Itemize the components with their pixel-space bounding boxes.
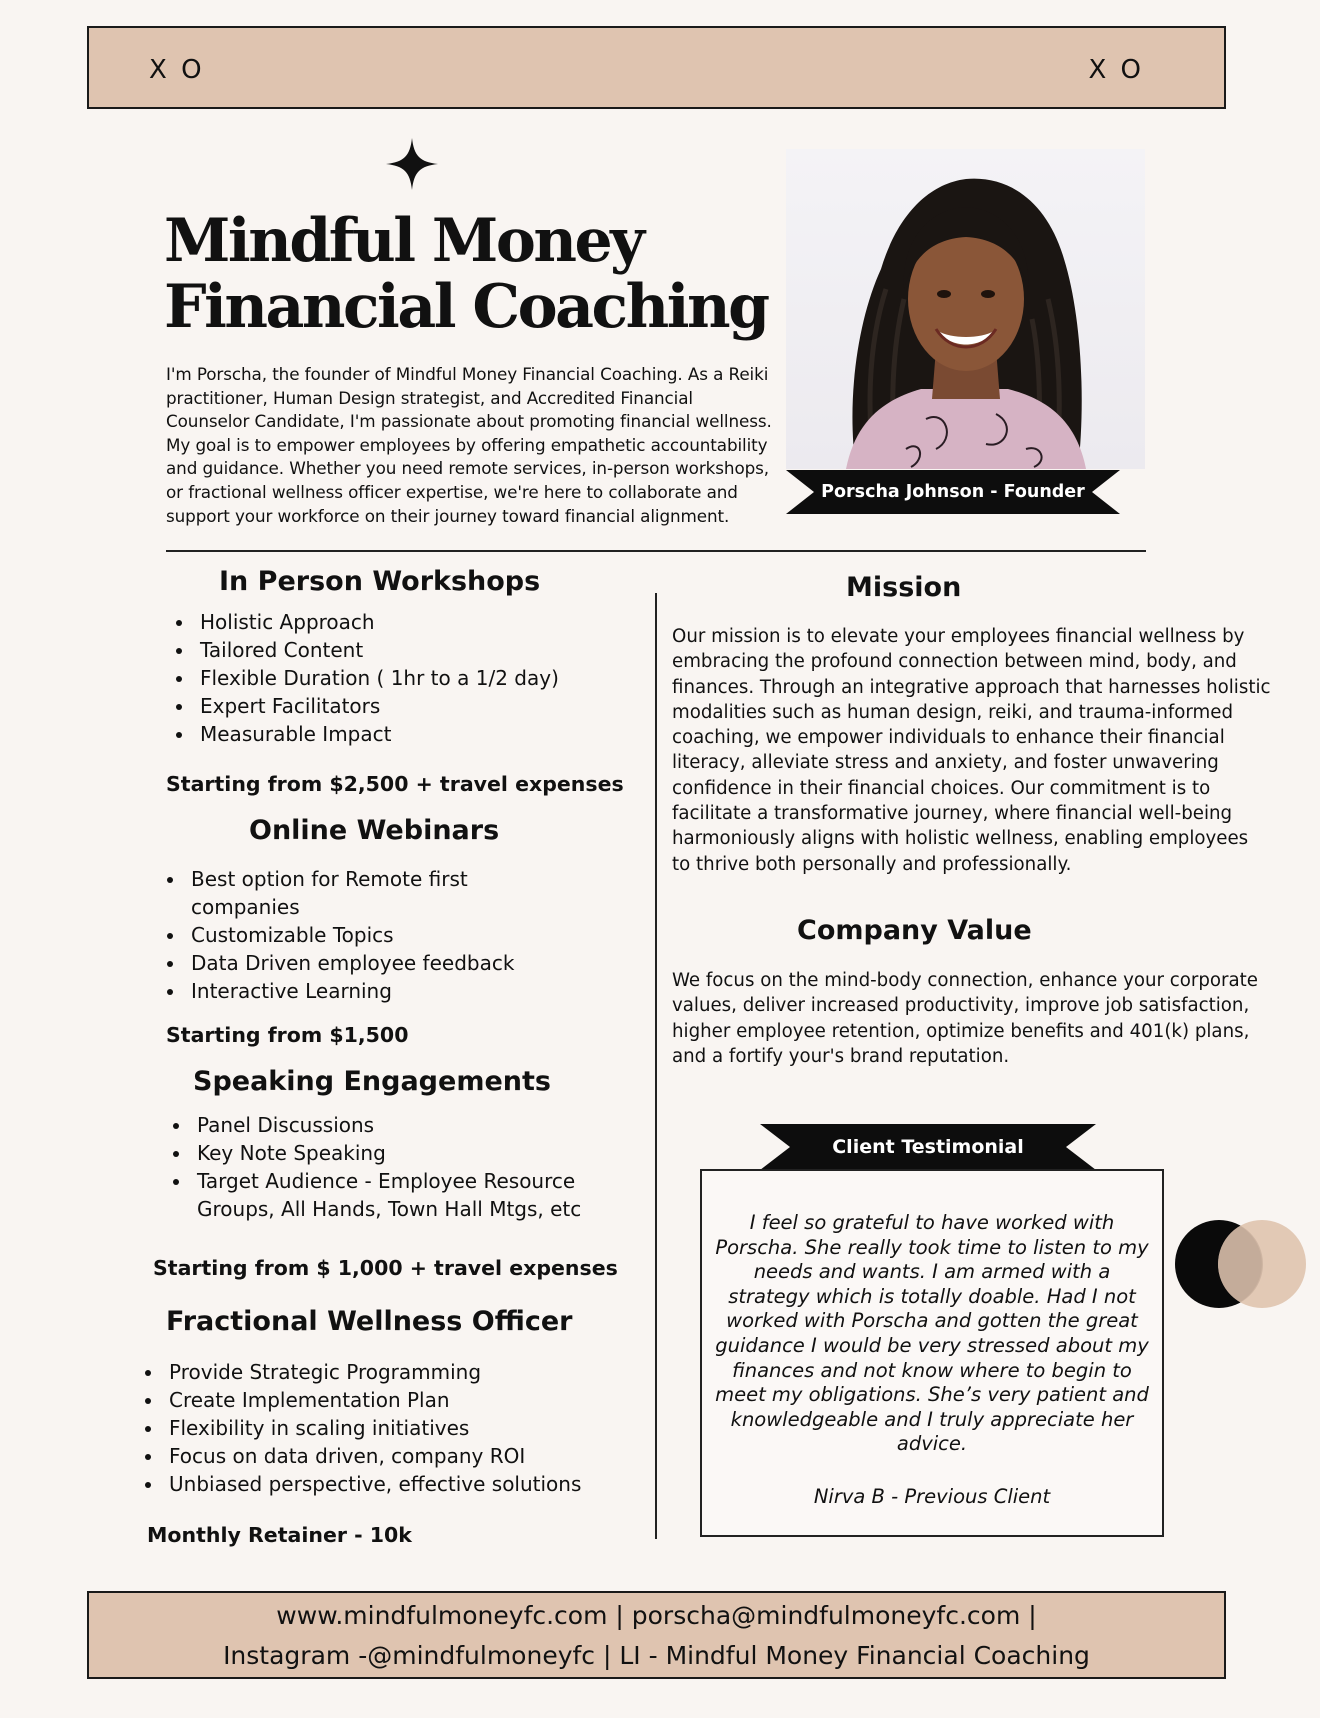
list-item: Interactive Learning <box>157 977 517 1005</box>
sparkle-icon <box>386 138 438 190</box>
webinars-list <box>157 865 517 1005</box>
list-item: Expert Facilitators <box>166 692 606 720</box>
speaking-heading: Speaking Engagements <box>193 1066 551 1097</box>
list-item: Flexibility in scaling initiatives <box>135 1414 635 1442</box>
testimonial-quote: I feel so grateful to have worked with Porscha. She really took time to listen to my needs and wants. I am armed with a strategy which is totally doable. Had I not worked with Porscha and gotten the great guidance I would be very stressed about my finances and not know where to begin to meet my obligations. She’s very patient and knowledgeable and I truly appreciate her advice. <box>715 1211 1149 1456</box>
webinars-price: Starting from $1,500 <box>166 1023 409 1047</box>
list-item: Tailored Content <box>166 636 606 664</box>
speaking-price: Starting from $ 1,000 + travel expenses <box>153 1256 618 1280</box>
mission-text: Our mission is to elevate your employees financial wellness by embracing the profound connection between mind, body, and finances. Through an integrative approach that harnesses holistic modalities such as human design, reiki, and trauma-informed coaching, we empower individuals to enhance their financial literacy, alleviate stress and anxiety, and foster unwavering confidence in their financial choices. Our commitment is to facilitate a transformative journey, where financial well-being harmoniously aligns with holistic wellness, enabling employees to thrive both personally and professionally. <box>672 626 1271 875</box>
xo-right: X O <box>1088 55 1144 85</box>
workshops-list <box>166 608 606 748</box>
workshops-heading: In Person Workshops <box>219 566 541 597</box>
founder-caption: Porscha Johnson - Founder <box>821 482 1085 502</box>
list-item: Customizable Topics <box>157 921 517 949</box>
founder-name-ribbon <box>786 470 1120 514</box>
list-item: Flexible Duration ( 1hr to a 1/2 day) <box>166 664 606 692</box>
footer-line-1: www.mindfulmoneyfc.com | porscha@mindfulmoneyfc.com | <box>276 1601 1037 1630</box>
list-item: Data Driven employee feedback <box>157 949 517 977</box>
header-band <box>87 26 1226 109</box>
list-item: Target Audience - Employee Resource Groups, All Hands, Town Hall Mtgs, etc <box>163 1167 603 1223</box>
list-item: Create Implementation Plan <box>135 1386 635 1414</box>
list-item: Key Note Speaking <box>163 1139 603 1167</box>
intro-paragraph: I'm Porscha, the founder of Mindful Money Financial Coaching. As a Reiki practitioner, Human Design strategist, and Accredited Financial Counselor Candidate, I'm passionate about promoting financial wellness. My goal is to empower employees by offering empathetic accountability and guidance. Whether you need remote services, in-person workshops, or fractional wellness officer expertise, we're here to collaborate and support your workforce on their journey toward financial alignment. <box>166 364 772 526</box>
title-line-2: Financial Coaching <box>164 272 768 342</box>
fractional-list <box>135 1358 635 1498</box>
mission-heading: Mission <box>846 572 962 603</box>
workshops-price: Starting from $2,500 + travel expenses <box>166 772 624 796</box>
list-item: Measurable Impact <box>166 720 606 748</box>
testimonial-box <box>700 1169 1164 1537</box>
webinars-heading: Online Webinars <box>249 815 500 846</box>
speaking-list <box>163 1111 603 1223</box>
title-line-1: Mindful Money <box>164 206 643 276</box>
testimonial-label: Client Testimonial <box>832 1136 1024 1158</box>
values-text: We focus on the mind-body connection, enhance your corporate values, deliver increased productivity, improve job satisfaction, higher employee retention, optimize benefits and 401(k) plans, and a fortify your's brand reputation. <box>672 970 1258 1067</box>
fractional-price: Monthly Retainer - 10k <box>147 1523 412 1547</box>
testimonial-author: Nirva B - Previous Client <box>813 1485 1051 1508</box>
list-item: Unbiased perspective, effective solutions <box>135 1470 635 1498</box>
founder-photo <box>786 149 1145 469</box>
footer-line-2: Instagram -@mindfulmoneyfc | LI - Mindful Money Financial Coaching <box>223 1641 1090 1670</box>
list-item: Best option for Remote first companies <box>157 865 517 921</box>
founder-portrait-image <box>786 149 1145 469</box>
horizontal-divider <box>166 550 1146 552</box>
list-item: Panel Discussions <box>163 1111 603 1139</box>
page-title <box>164 208 784 340</box>
xo-left: X O <box>149 55 205 85</box>
fractional-heading: Fractional Wellness Officer <box>166 1306 573 1337</box>
values-heading: Company Value <box>797 915 1032 946</box>
list-item: Focus on data driven, company ROI <box>135 1442 635 1470</box>
footer-band <box>87 1591 1226 1679</box>
list-item: Provide Strategic Programming <box>135 1358 635 1386</box>
list-item: Holistic Approach <box>166 608 606 636</box>
overlapping-circles-icon <box>1174 1218 1308 1310</box>
testimonial-ribbon <box>760 1124 1096 1170</box>
vertical-divider <box>655 593 657 1539</box>
